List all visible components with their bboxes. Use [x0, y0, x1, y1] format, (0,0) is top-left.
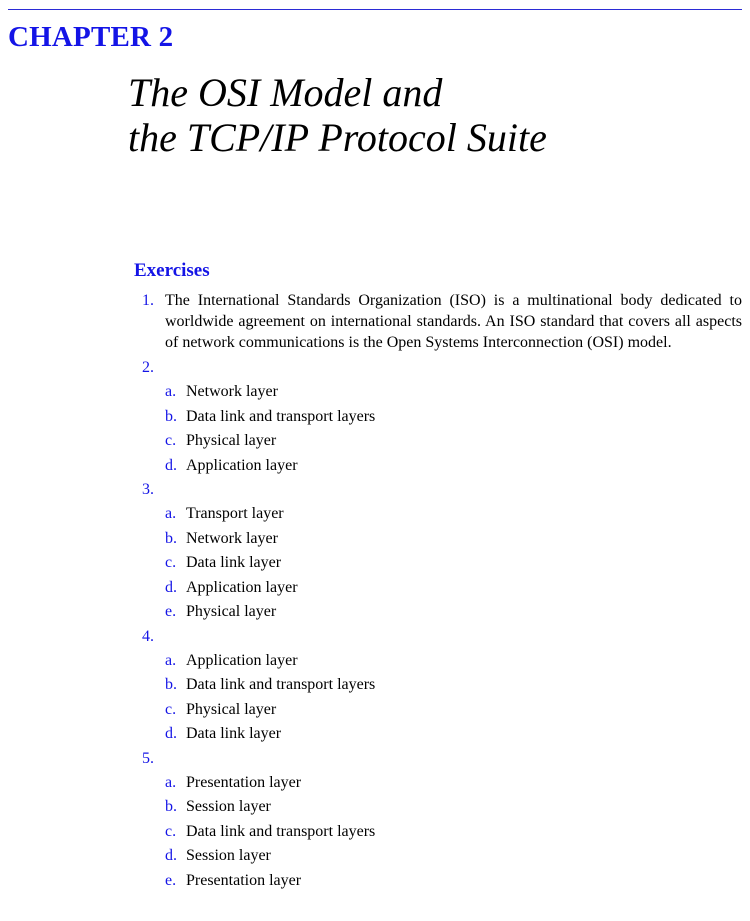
answer-item [165, 649, 742, 674]
answer-item [165, 429, 742, 454]
chapter-title [128, 70, 547, 160]
answer-letter: c. [165, 700, 177, 718]
answer-list [165, 649, 742, 747]
answer-item [165, 576, 742, 601]
answer-letter: b. [165, 798, 177, 815]
answer-letter: e. [165, 871, 177, 889]
exercise-item-4 [134, 625, 742, 747]
answer-item [165, 454, 742, 479]
chapter-title-line-1: The OSI Model and [128, 70, 443, 115]
answer-letter: a. [165, 773, 177, 791]
exercise-item-5 [134, 747, 742, 894]
section-heading-exercises: Exercises [134, 260, 210, 281]
answer-item [165, 600, 742, 625]
answer-text: Physical layer [186, 700, 277, 718]
answer-text: Network layer [186, 529, 278, 547]
answer-text: Data link layer [186, 725, 282, 742]
answer-letter: d. [165, 456, 177, 474]
answer-item [165, 795, 742, 820]
answer-letter: c. [165, 822, 177, 840]
exercise-number: 5. [142, 749, 154, 767]
answer-text: Presentation layer [186, 773, 302, 791]
answer-item [165, 405, 742, 430]
answer-letter: d. [165, 578, 177, 596]
exercise-item-1 [134, 290, 742, 353]
chapter-label: CHAPTER 2 [8, 21, 174, 53]
answer-text: Application layer [186, 578, 298, 596]
exercise-item-2 [134, 356, 742, 478]
answer-item [165, 820, 742, 845]
answer-text: Transport layer [186, 505, 284, 522]
answer-letter: b. [165, 676, 177, 693]
answer-item [165, 527, 742, 552]
answer-text: Session layer [186, 798, 271, 815]
exercise-text: The International Standards Organization (ISO) is a multinational body dedicated to worldwide agreement on international standards. An ISO standard that covers all aspects of network communications is the Open Systems Interconnection (OSI) model. [165, 292, 742, 351]
answer-text: Session layer [186, 847, 271, 864]
answer-text: Data link layer [186, 554, 282, 571]
answer-item [165, 844, 742, 869]
exercise-number: 3. [142, 481, 154, 498]
answer-letter: a. [165, 383, 177, 400]
answer-letter: b. [165, 529, 177, 547]
answer-item [165, 502, 742, 527]
exercise-number-row [142, 478, 742, 502]
answer-item [165, 869, 742, 894]
answer-item [165, 673, 742, 698]
answer-text: Application layer [186, 651, 298, 669]
answer-letter: c. [165, 554, 177, 571]
exercise-number: 2. [142, 359, 154, 376]
answer-letter: c. [165, 432, 177, 449]
answer-text: Data link and transport layers [186, 822, 376, 840]
exercise-number-row [142, 625, 742, 649]
exercise-item-3 [134, 478, 742, 625]
exercise-number-row [142, 356, 742, 380]
answer-letter: b. [165, 407, 177, 425]
answer-text: Physical layer [186, 603, 277, 620]
answer-text: Data link and transport layers [186, 407, 376, 425]
answer-item [165, 698, 742, 723]
header-rule [8, 9, 742, 10]
answer-item [165, 551, 742, 576]
answer-list [165, 502, 742, 625]
chapter-title-line-2: the TCP/IP Protocol Suite [128, 115, 547, 160]
exercise-number-row [142, 747, 742, 771]
exercise-number: 1. [142, 292, 154, 309]
exercise-number: 4. [142, 627, 154, 645]
answer-letter: e. [165, 603, 177, 620]
answer-item [165, 380, 742, 405]
answer-item [165, 722, 742, 747]
answer-list [165, 771, 742, 894]
answer-text: Data link and transport layers [186, 676, 376, 693]
answer-letter: d. [165, 725, 177, 742]
answer-list [165, 380, 742, 478]
answer-letter: d. [165, 847, 177, 864]
answer-item [165, 771, 742, 796]
answer-text: Network layer [186, 383, 278, 400]
answer-text: Presentation layer [186, 871, 302, 889]
answer-text: Physical layer [186, 432, 277, 449]
answer-letter: a. [165, 651, 177, 669]
exercise-list [134, 290, 742, 893]
answer-text: Application layer [186, 456, 298, 474]
answer-letter: a. [165, 505, 177, 522]
